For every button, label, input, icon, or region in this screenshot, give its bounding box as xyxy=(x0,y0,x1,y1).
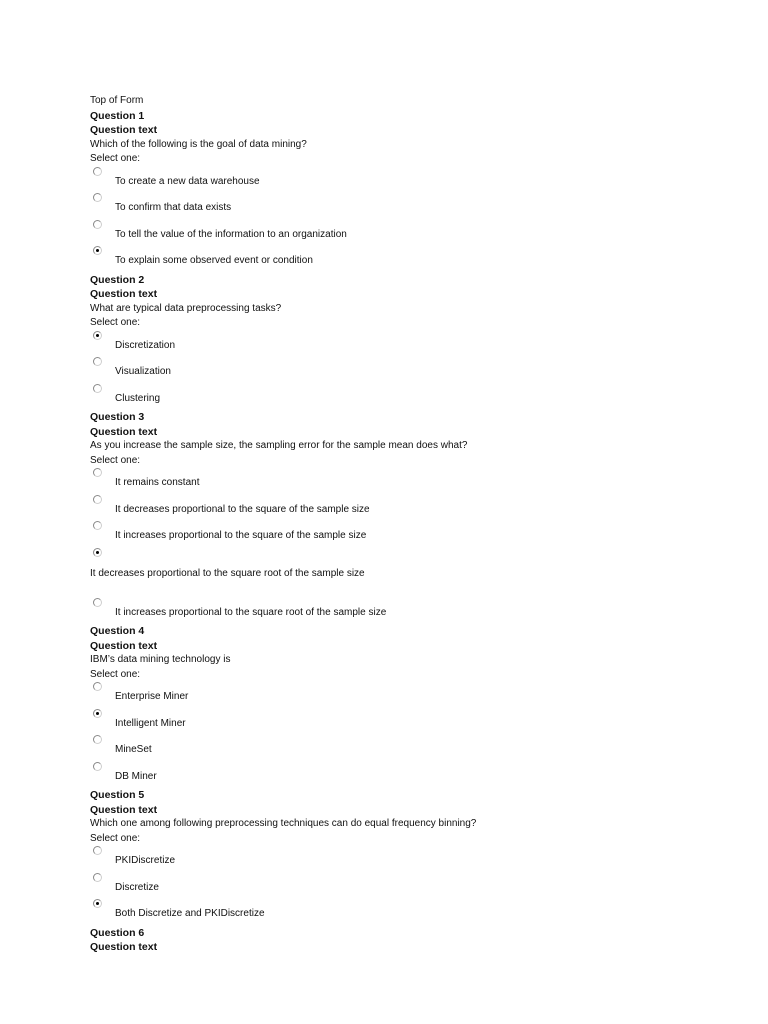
question-block xyxy=(90,109,690,273)
question-text-label: Question text xyxy=(90,288,158,300)
radio-checked-icon[interactable] xyxy=(93,331,102,340)
answer-option[interactable] xyxy=(90,246,690,273)
answer-option[interactable] xyxy=(90,521,690,548)
answer-option[interactable] xyxy=(90,167,690,194)
answer-option[interactable] xyxy=(90,495,690,522)
radio-unchecked-icon[interactable] xyxy=(93,167,102,176)
answer-option[interactable] xyxy=(90,735,690,762)
radio-unchecked-icon[interactable] xyxy=(93,495,102,504)
answer-option[interactable] xyxy=(90,598,690,625)
answer-option-label: Visualization xyxy=(115,366,171,377)
select-one-label: Select one: xyxy=(90,153,141,164)
answer-option[interactable] xyxy=(90,384,690,411)
radio-checked-icon[interactable] xyxy=(93,709,102,718)
answer-option-label: To tell the value of the information to an organization xyxy=(115,228,347,240)
radio-checked-icon[interactable] xyxy=(93,548,102,557)
answer-option[interactable] xyxy=(90,331,690,358)
answer-option-label: Discretization xyxy=(115,339,176,351)
question-number: Question 5 xyxy=(90,789,145,801)
question-number: Question 3 xyxy=(90,411,145,423)
select-one-label: Select one: xyxy=(90,832,141,844)
question-prompt: Which one among following preprocessing techniques can do equal frequency binning? xyxy=(90,818,477,829)
question-list xyxy=(90,109,690,955)
quiz-form xyxy=(90,94,690,955)
select-one-label: Select one: xyxy=(90,668,141,680)
question-block xyxy=(90,410,690,624)
answer-option-label: It remains constant xyxy=(115,477,200,488)
answer-option[interactable] xyxy=(90,846,690,873)
question-prompt: What are typical data preprocessing tasks? xyxy=(90,302,282,314)
question-block xyxy=(90,926,690,955)
question-prompt: IBM’s data mining technology is xyxy=(90,654,231,665)
answer-option-label: DB Miner xyxy=(115,770,157,782)
answer-option-label: Enterprise Miner xyxy=(115,691,189,702)
question-text-label: Question text xyxy=(90,941,158,953)
question-number: Question 4 xyxy=(90,625,145,637)
question-block xyxy=(90,273,690,411)
question-prompt: As you increase the sample size, the sampling error for the sample mean does what? xyxy=(90,440,468,451)
question-text-label: Question text xyxy=(90,124,158,136)
answer-option[interactable] xyxy=(90,548,690,598)
answer-option[interactable] xyxy=(90,682,690,709)
answer-option-label: Both Discretize and PKIDiscretize xyxy=(115,908,265,919)
answer-option-label: To create a new data warehouse xyxy=(115,175,260,187)
answer-option-label: To confirm that data exists xyxy=(115,202,232,213)
radio-unchecked-icon[interactable] xyxy=(93,521,102,530)
answer-option[interactable] xyxy=(90,468,690,495)
question-text-label: Question text xyxy=(90,639,158,652)
answer-option[interactable] xyxy=(90,709,690,736)
answer-option[interactable] xyxy=(90,873,690,900)
question-number: Question 2 xyxy=(90,273,145,286)
radio-unchecked-icon[interactable] xyxy=(93,220,102,229)
select-one-label: Select one: xyxy=(90,317,141,328)
answer-option-label: MineSet xyxy=(115,744,152,755)
answer-option-label: It increases proportional to the square of the sample size xyxy=(115,530,367,541)
answer-option-label: It increases proportional to the square root of the sample size xyxy=(115,606,387,618)
question-prompt: Which of the following is the goal of data mining? xyxy=(90,138,307,150)
radio-unchecked-icon[interactable] xyxy=(93,193,102,202)
radio-unchecked-icon[interactable] xyxy=(93,873,102,882)
radio-unchecked-icon[interactable] xyxy=(93,384,102,393)
answer-option-label: Clustering xyxy=(115,392,161,404)
question-block xyxy=(90,624,690,788)
radio-unchecked-icon[interactable] xyxy=(93,468,102,477)
answer-option[interactable] xyxy=(90,220,690,247)
radio-unchecked-icon[interactable] xyxy=(93,762,102,771)
radio-unchecked-icon[interactable] xyxy=(93,357,102,366)
answer-option[interactable] xyxy=(90,357,690,384)
radio-checked-icon[interactable] xyxy=(93,899,102,908)
answer-option-label: PKIDiscretize xyxy=(115,855,176,866)
answer-option-label: It decreases proportional to the square root of the sample size xyxy=(90,567,365,579)
answer-option-label: Intelligent Miner xyxy=(115,717,186,729)
form-top-label: Top of Form xyxy=(90,95,144,106)
answer-option[interactable] xyxy=(90,193,690,220)
question-number: Question 1 xyxy=(90,109,145,122)
radio-unchecked-icon[interactable] xyxy=(93,598,102,607)
answer-option[interactable] xyxy=(90,899,690,926)
answer-option-label: Discretize xyxy=(115,881,159,893)
question-text-label: Question text xyxy=(90,425,158,438)
question-text-label: Question text xyxy=(90,803,158,816)
radio-unchecked-icon[interactable] xyxy=(93,682,102,691)
select-one-label: Select one: xyxy=(90,454,141,466)
answer-option[interactable] xyxy=(90,762,690,789)
question-block xyxy=(90,788,690,926)
answer-option-label: To explain some observed event or condition xyxy=(115,255,313,266)
radio-unchecked-icon[interactable] xyxy=(93,735,102,744)
radio-unchecked-icon[interactable] xyxy=(93,846,102,855)
question-number: Question 6 xyxy=(90,926,145,939)
radio-checked-icon[interactable] xyxy=(93,246,102,255)
answer-option-label: It decreases proportional to the square of the sample size xyxy=(115,503,370,515)
